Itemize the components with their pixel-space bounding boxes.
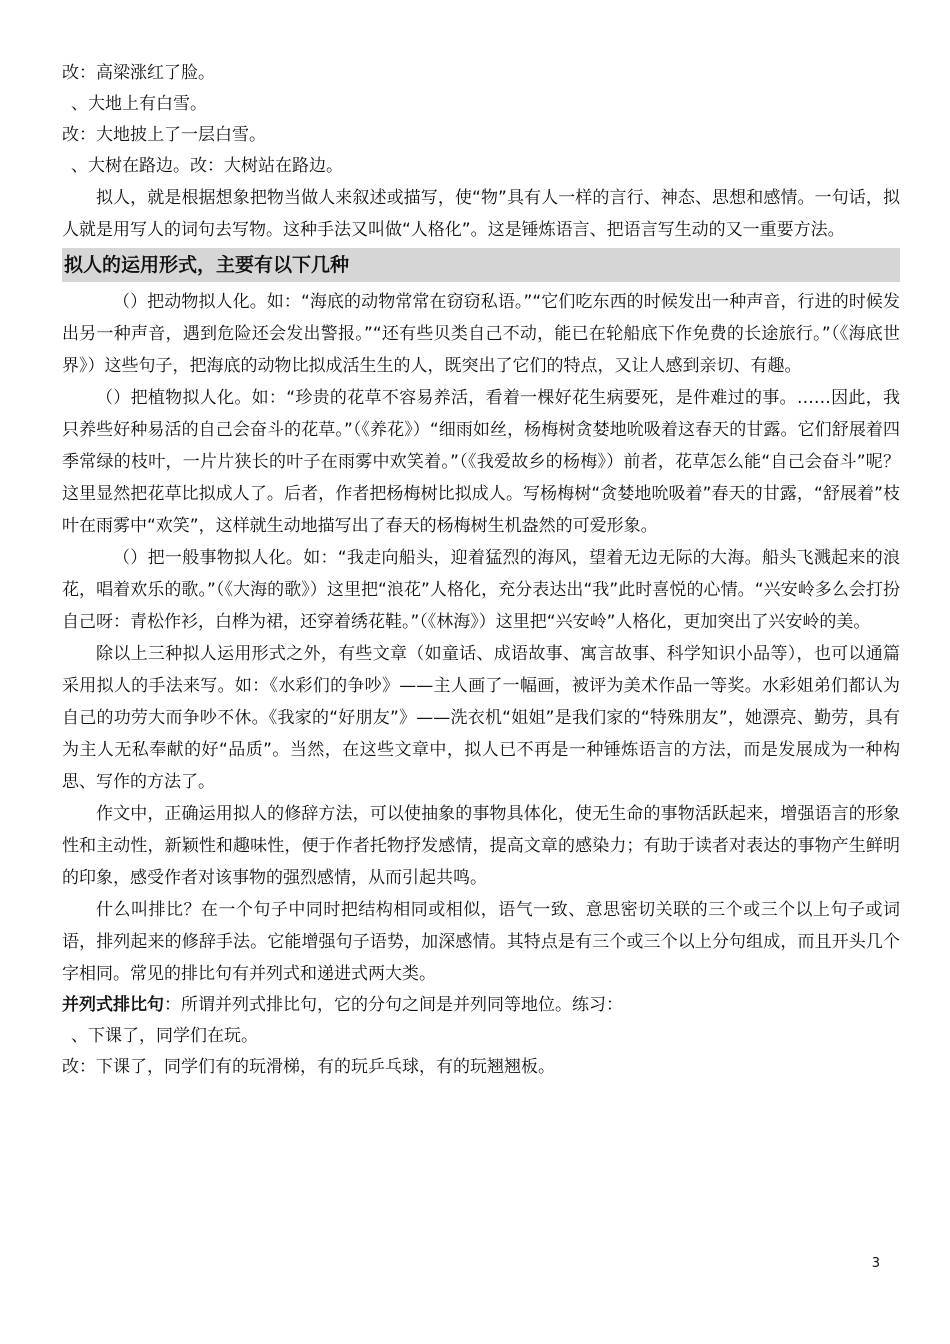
parallel-revision: 改：下课了，同学们有的玩滑梯，有的玩乒乓球，有的玩翘翘板。 bbox=[62, 1057, 555, 1077]
revision-line-2: 改：大地披上了一层白雪。 bbox=[62, 125, 266, 145]
exercise-line-2: 、大地上有白雪。 bbox=[71, 94, 207, 114]
intro-paragraph: 拟人，就是根据想象把物当做人来叙述或描写，使“物”具有人一样的言行、神态、思想和感情。一句话，拟人就是用写人的词句去写物。这种手法又叫做“人格化”。这是锤炼语言、把语言写生动的又一重要方法。 bbox=[62, 188, 900, 240]
paragraph-animals: （）把动物拟人化。如：“海底的动物常常在窃窃私语。”“它们吃东西的时候发出一种声音，行进的时候发出另一种声音，遇到危险还会发出警报。”“还有些贝类自己不动，能已在轮船底下作免费的长途旅行。”（《海底世界》）这些句子，把海底的动物比拟成活生生的人，既突出了它们的特点，又让人感到亲切、有趣。 bbox=[62, 292, 900, 376]
document-page bbox=[62, 58, 900, 1083]
paragraph-paibi: 什么叫排比？在一个句子中同时把结构相同或相似，语气一致、意思密切关联的三个或三个以上句子或词语，排列起来的修辞手法。它能增强句子语势，加深感情。其特点是有三个或三个以上分句组成，而且开头几个字相同。常见的排比句有并列式和递进式两大类。 bbox=[62, 900, 900, 984]
exercise-line-3: 、大树在路边。改：大树站在路边。 bbox=[71, 156, 343, 176]
paragraph-general: （）把一般事物拟人化。如：“我走向船头，迎着猛烈的海风，望着无边无际的大海。船头飞溅起来的浪花，唱着欢乐的歌。”（《大海的歌》）这里把“浪花”人格化，充分表达出“我”此时喜悦的心情。“兴安岭多么会打扮自己呀：青松作衫，白桦为裙，还穿着绣花鞋。”（《林海》）这里把“兴安岭”人格化，更加突出了兴安岭的美。 bbox=[62, 548, 900, 632]
paragraph-plants: （）把植物拟人化。如：“珍贵的花草不容易养活，看着一棵好花生病要死，是件难过的事。……因此，我只养些好种易活的自己会奋斗的花草。”（《养花》）“细雨如丝，杨梅树贪婪地吮吸着这春天的甘露。它们舒展着四季常绿的枝叶，一片片狭长的叶子在雨雾中欢笑着。”（《我爱故乡的杨梅》）前者，花草怎么能“自己会奋斗”呢？这里显然把花草比拟成人了。后者，作者把杨梅树比拟成人。写杨梅树“贪婪地吮吸着”春天的甘露，“舒展着”枝叶在雨雾中“欢笑”，这样就生动地描写出了春天的杨梅树生机盎然的可爱形象。 bbox=[62, 388, 900, 536]
section-heading: 拟人的运用形式，主要有以下几种 bbox=[62, 248, 900, 282]
parallel-exercise: 、下课了，同学们在玩。 bbox=[71, 1026, 258, 1046]
parallel-label: 并列式排比句 bbox=[62, 995, 164, 1015]
paragraph-summary: 作文中，正确运用拟人的修辞方法，可以使抽象的事物具体化，使无生命的事物活跃起来，增强语言的形象性和主动性，新颖性和趣味性，便于作者托物抒发感情，提高文章的感染力；有助于读者对表达的事物产生鲜明的印象，感受作者对该事物的强烈感情，从而引起共鸣。 bbox=[62, 804, 900, 888]
parallel-definition bbox=[62, 990, 900, 1021]
page-number: 3 bbox=[871, 1256, 880, 1271]
parallel-text: ：所谓并列式排比句，它的分句之间是并列同等地位。练习： bbox=[164, 995, 623, 1015]
paragraph-beyond: 除以上三种拟人运用形式之外，有些文章（如童话、成语故事、寓言故事、科学知识小品等），也可以通篇采用拟人的手法来写。如：《水彩们的争吵》——主人画了一幅画，被评为美术作品一等奖。水彩姐弟们都认为自己的功劳大而争吵不休。《我家的“好朋友”》——洗衣机“姐姐”是我们家的“特殊朋友”，她漂亮、勤劳，具有为主人无私奉献的好“品质”。当然，在这些文章中，拟人已不再是一种锤炼语言的方法，而是发展成为一种构思、写作的方法了。 bbox=[62, 644, 900, 792]
revision-line-1: 改：高梁涨红了脸。 bbox=[62, 63, 215, 83]
